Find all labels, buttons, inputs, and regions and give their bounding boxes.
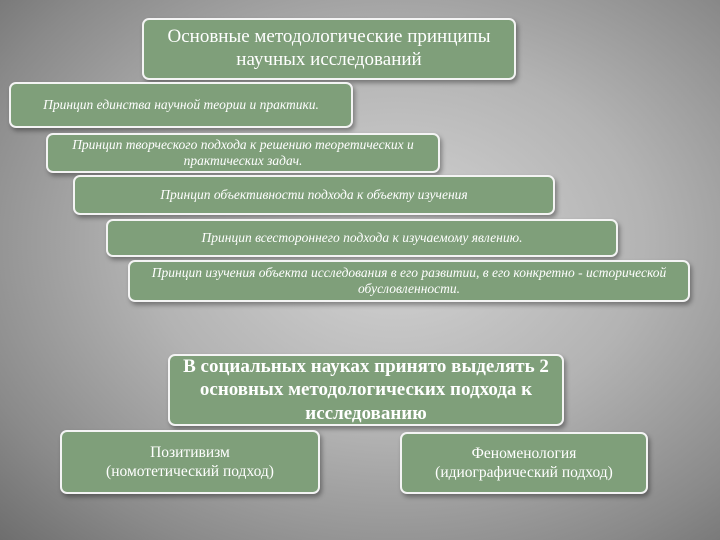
approach-name: Феноменология — [471, 444, 577, 462]
title-box — [142, 18, 516, 80]
principle-box-2 — [46, 133, 440, 173]
principle-box-5 — [128, 260, 690, 302]
approach-box-phenomenology — [400, 432, 648, 494]
principle-box-1 — [9, 82, 353, 128]
principle-text: Принцип творческого подхода к решению теоретических и практических задач. — [72, 137, 414, 168]
principle-text: Принцип изучения объекта исследования в его развитии, в его конкретно - исторической обусловленности. — [151, 265, 667, 296]
approach-box-positivism — [60, 430, 320, 494]
principle-text: Принцип объективности подхода к объекту изучения — [160, 187, 468, 203]
title-text: Основные методологические принципы научных исследований — [167, 26, 491, 70]
principle-text: Принцип единства научной теории и практики. — [43, 97, 319, 113]
social-sciences-text: В социальных науках принято выделять 2 основных методологических подхода к исследованию — [183, 356, 549, 424]
principle-box-3 — [73, 175, 555, 215]
approach-detail: (идиографический подход) — [435, 464, 613, 481]
social-sciences-box — [168, 354, 564, 426]
approach-detail: (номотетический подход) — [106, 463, 274, 480]
approach-name: Позитивизм — [150, 443, 230, 461]
principle-text: Принцип всестороннего подхода к изучаемому явлению. — [201, 230, 523, 246]
principle-box-4 — [106, 219, 618, 257]
